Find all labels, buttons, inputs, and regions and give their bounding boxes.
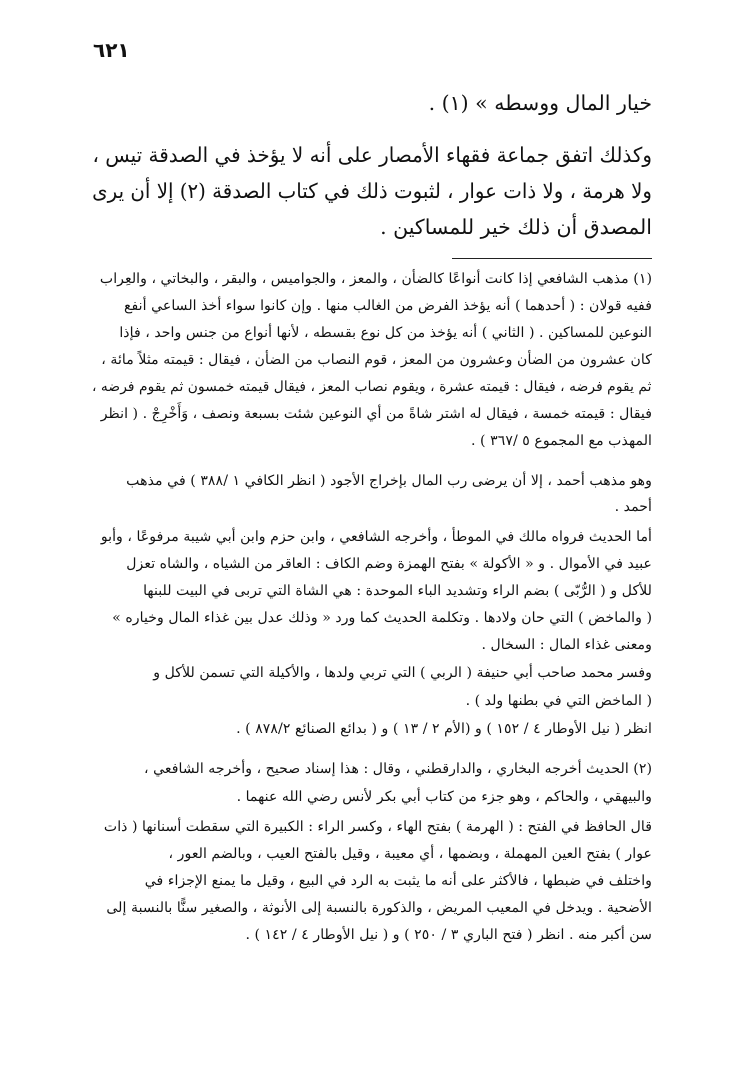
footnote-line: عبيد في الأموال . و « الأكولة » بفتح الهمزة وضم الكاف : العاقر من الشياه ، والشاه تعزل	[126, 556, 652, 572]
footnote-line: انظر ( نيل الأوطار ٤ / ١٥٢ ) و (الأم ٢ / ١٣ ) و ( بدائع الصنائع ٨٧٨/٢ ) .	[236, 721, 652, 737]
main-line-1: خيار المال ووسطه » (١) .	[428, 91, 652, 115]
footnote-line: وفسر محمد صاحب أبي حنيفة ( الربي ) التي تربي ولدها ، والأكيلة التي تسمن للأكل و	[153, 665, 652, 681]
footnote-line: كان عشرون من الضأن وعشرون من المعز ، قوم النصاب من الضأن ، فيقال : قيمته مثلاً مائة ،	[101, 352, 652, 368]
footnote-line: قال الحافظ في الفتح : ( الهرمة ) بفتح الهاء ، وكسر الراء : الكبيرة التي سقطت أسنانها ( ذات	[103, 819, 652, 835]
page-number: ٦٢١	[93, 38, 130, 62]
main-line-2: وكذلك اتفق جماعة فقهاء الأمصار على أنه لا يؤخذ في الصدقة تيس ،	[92, 143, 652, 167]
footnote-line: واختلف في ضبطها ، فالأكثر على أنه ما يثبت به الرد في البيع ، وقيل ما يمنع الإجزاء في	[144, 873, 652, 889]
footnote-line: عوار ) بفتح العين المهملة ، وبضمها ، أي معيبة ، وقيل بالفتح العيب ، وبالضم العور ،	[168, 846, 652, 862]
main-line-3: ولا هرمة ، ولا ذات عوار ، لثبوت ذلك في كتاب الصدقة (٢) إلا أن يرى	[92, 179, 652, 203]
footnote-line: ( الماخض التي في بطنها ولد ) .	[465, 693, 652, 709]
footnote-line: الأضحية . ويدخل في المعيب المريض ، والذكورة بالنسبة إلى الأنوثة ، والصغير سنًّا بالنسبة إلى	[106, 900, 652, 916]
main-line-4: المصدق أن ذلك خير للمساكين .	[380, 215, 652, 239]
footnote-line: سن أكبر منه . انظر ( فتح الباري ٣ / ٢٥٠ ) و ( نيل الأوطار ٤ / ١٤٢ ) .	[245, 927, 652, 943]
footnote-line: والبيهقي ، والحاكم ، وهو جزء من كتاب أبي بكر لأنس رضي الله عنهما .	[236, 789, 652, 805]
footnote-divider	[452, 258, 652, 259]
footnote-line: ومعنى غذاء المال : السخال .	[481, 637, 652, 653]
footnote-line: ففيه قولان : ( أحدهما ) أنه يؤخذ الفرض من الغالب منها . وإن كانوا سواء أخذ الساعي أنفع	[123, 298, 652, 314]
footnote-line: ثم يقوم فرضه ، فيقال : قيمته عشرة ، ويقوم نصاب المعز ، فيقال قيمته خمسون ثم يقوم فرضه ،	[92, 379, 652, 395]
footnote-line: (٢) الحديث أخرجه البخاري ، والدارقطني ، وقال : هذا إسناد صحيح ، وأخرجه الشافعي ،	[144, 761, 652, 777]
footnote-line: المهذب مع المجموع ٥ /٣٦٧ ) .	[471, 433, 652, 449]
footnote-line: وهو مذهب أحمد ، إلا أن يرضى رب المال بإخراج الأجود ( انظر الكافي ١ /٣٨٨ ) في مذهب	[126, 473, 652, 489]
footnote-line: ( والماخض ) التي حان ولادها . وتكلمة الحديث كما ورد « وذلك عدل بين غذاء المال وخياره »	[112, 610, 652, 626]
footnote-line: أحمد .	[614, 499, 652, 515]
footnote-line: أما الحديث فرواه مالك في الموطأ ، وأخرجه الشافعي ، وابن حزم وابن أبي شيبة مرفوعًا ، وأبو	[100, 529, 652, 545]
footnote-line: للأكل و ( الرُّبّى ) بضم الراء وتشديد الباء الموحدة : هي الشاة التي تربى في البيت للبنها	[143, 583, 652, 599]
footnote-line: (١) مذهب الشافعي إذا كانت أنواعًا كالضأن ، والمعز ، والجواميس ، والبقر ، والبخاتي ، والعِراب	[99, 271, 652, 287]
footnote-line: النوعين للمساكين . ( الثاني ) أنه يؤخذ من كل نوع بقسطه ، لأنها أنواع من جنس واحد ، فإذا	[119, 325, 652, 341]
footnote-line: فيقال : قيمته خمسة ، فيقال له اشتر شاةً من أي النوعين شئت بسبعة ونصف ، وَأَخْرِجْ . ( انظر	[100, 406, 652, 422]
